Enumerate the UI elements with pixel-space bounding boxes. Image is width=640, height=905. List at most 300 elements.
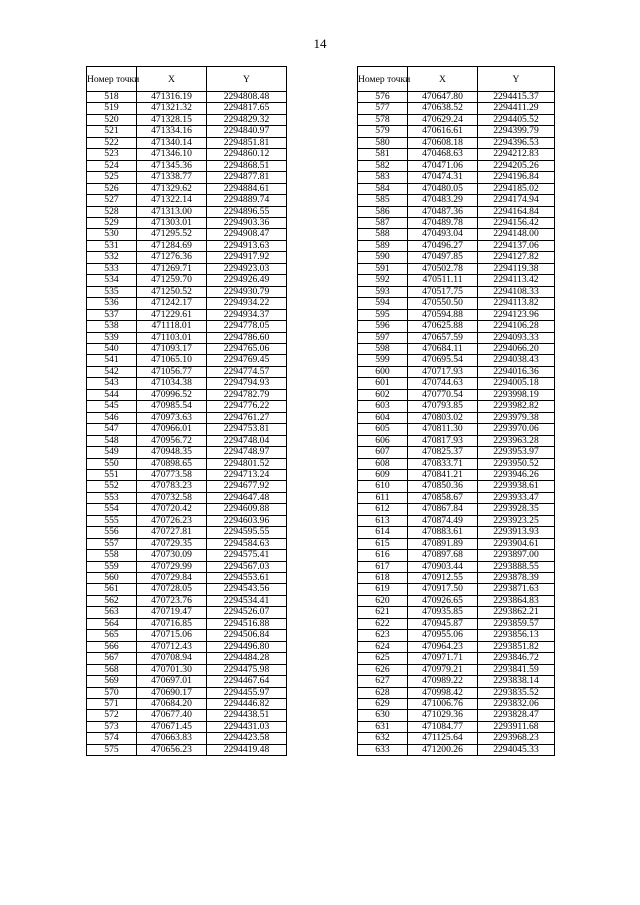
y-header: Y	[478, 67, 555, 92]
table-row	[87, 343, 287, 354]
table-row	[87, 664, 287, 675]
point-number-cell: 609	[358, 469, 408, 480]
y-cell: 2293888.55	[478, 561, 555, 572]
table-row	[87, 469, 287, 480]
table-row	[87, 515, 287, 526]
table-row	[358, 160, 555, 171]
y-cell: 2294584.63	[207, 538, 287, 549]
point-number-cell: 532	[87, 252, 137, 263]
table-row	[358, 149, 555, 160]
point-number-cell: 621	[358, 607, 408, 618]
point-number-cell: 530	[87, 229, 137, 240]
x-cell: 470608.18	[408, 137, 478, 148]
x-cell: 470726.23	[137, 515, 207, 526]
x-cell: 470517.75	[408, 286, 478, 297]
x-cell: 470695.54	[408, 355, 478, 366]
y-cell: 2294609.88	[207, 504, 287, 515]
point-number-cell: 535	[87, 286, 137, 297]
table-row	[358, 378, 555, 389]
table-row	[87, 618, 287, 629]
table-row	[358, 195, 555, 206]
x-cell: 470671.45	[137, 721, 207, 732]
point-number-cell: 557	[87, 538, 137, 549]
point-number-cell: 628	[358, 687, 408, 698]
x-cell: 470793.85	[408, 401, 478, 412]
table-row	[87, 332, 287, 343]
y-cell: 2294603.96	[207, 515, 287, 526]
table-row	[358, 126, 555, 137]
x-cell: 470966.01	[137, 424, 207, 435]
point-number-cell: 590	[358, 252, 408, 263]
x-cell: 470487.36	[408, 206, 478, 217]
y-cell: 2294917.92	[207, 252, 287, 263]
table-row	[87, 172, 287, 183]
point-number-cell: 550	[87, 458, 137, 469]
point-number-cell: 527	[87, 195, 137, 206]
point-number-cell: 625	[358, 653, 408, 664]
y-cell: 2293963.28	[478, 435, 555, 446]
table-row	[87, 378, 287, 389]
y-cell: 2294174.94	[478, 195, 555, 206]
table-row	[358, 584, 555, 595]
y-cell: 2294185.02	[478, 183, 555, 194]
point-number-cell: 570	[87, 687, 137, 698]
table-row	[358, 321, 555, 332]
point-number-cell: 559	[87, 561, 137, 572]
table-row	[358, 458, 555, 469]
table-row	[358, 573, 555, 584]
table-row	[358, 103, 555, 114]
x-cell: 471284.69	[137, 240, 207, 251]
x-cell: 470480.05	[408, 183, 478, 194]
table-row	[87, 699, 287, 710]
x-cell: 470720.42	[137, 504, 207, 515]
y-cell: 2293856.13	[478, 630, 555, 641]
y-cell: 2294123.96	[478, 309, 555, 320]
y-cell: 2294769.45	[207, 355, 287, 366]
point-number-cell: 582	[358, 160, 408, 171]
table-row	[358, 412, 555, 423]
table-row	[358, 332, 555, 343]
table-row	[358, 641, 555, 652]
point-number-cell: 602	[358, 389, 408, 400]
y-cell: 2293846.72	[478, 653, 555, 664]
y-cell: 2294446.82	[207, 699, 287, 710]
point-number-cell: 610	[358, 481, 408, 492]
point-number-cell: 608	[358, 458, 408, 469]
point-number-cell: 593	[358, 286, 408, 297]
x-cell: 470712.43	[137, 641, 207, 652]
x-cell: 470971.71	[408, 653, 478, 664]
table-row	[358, 618, 555, 629]
y-cell: 2294212.83	[478, 149, 555, 160]
point-number-header: Номер точки	[87, 67, 137, 92]
x-cell: 471316.19	[137, 92, 207, 103]
x-cell: 470773.58	[137, 469, 207, 480]
x-cell: 470744.63	[408, 378, 478, 389]
point-number-cell: 565	[87, 630, 137, 641]
point-number-cell: 601	[358, 378, 408, 389]
y-cell: 2294093.33	[478, 332, 555, 343]
x-cell: 471006.76	[408, 699, 478, 710]
x-cell: 470471.06	[408, 160, 478, 171]
point-number-cell: 553	[87, 492, 137, 503]
point-number-cell: 598	[358, 343, 408, 354]
point-number-cell: 592	[358, 275, 408, 286]
table-row	[358, 561, 555, 572]
table-row	[87, 263, 287, 274]
x-cell: 470935.85	[408, 607, 478, 618]
table-row	[358, 172, 555, 183]
x-cell: 471329.62	[137, 183, 207, 194]
x-cell: 470550.50	[408, 298, 478, 309]
x-cell: 470926.65	[408, 595, 478, 606]
x-cell: 470912.55	[408, 573, 478, 584]
y-cell: 2294761.27	[207, 412, 287, 423]
x-cell: 470956.72	[137, 435, 207, 446]
point-number-cell: 525	[87, 172, 137, 183]
table-row	[87, 92, 287, 103]
point-number-cell: 547	[87, 424, 137, 435]
x-cell: 470727.81	[137, 527, 207, 538]
y-cell: 2294205.26	[478, 160, 555, 171]
point-number-cell: 630	[358, 710, 408, 721]
table-row	[358, 401, 555, 412]
y-cell: 2294475.98	[207, 664, 287, 675]
y-cell: 2294817.65	[207, 103, 287, 114]
x-cell: 470833.71	[408, 458, 478, 469]
table-row	[358, 240, 555, 251]
table-row	[358, 275, 555, 286]
table-row	[87, 607, 287, 618]
x-cell: 471321.32	[137, 103, 207, 114]
y-cell: 2294903.36	[207, 217, 287, 228]
table-row	[358, 298, 555, 309]
table-row	[87, 550, 287, 561]
y-cell: 2294884.61	[207, 183, 287, 194]
point-number-cell: 518	[87, 92, 137, 103]
point-number-cell: 524	[87, 160, 137, 171]
table-row	[87, 355, 287, 366]
y-cell: 2293933.47	[478, 492, 555, 503]
table-row	[87, 252, 287, 263]
point-number-cell: 620	[358, 595, 408, 606]
x-cell: 470723.76	[137, 595, 207, 606]
point-number-cell: 596	[358, 321, 408, 332]
table-row	[87, 286, 287, 297]
x-cell: 470730.09	[137, 550, 207, 561]
point-number-cell: 526	[87, 183, 137, 194]
x-cell: 470511.11	[408, 275, 478, 286]
x-cell: 471242.17	[137, 298, 207, 309]
point-number-cell: 528	[87, 206, 137, 217]
y-cell: 2294516.88	[207, 618, 287, 629]
x-cell: 470697.01	[137, 676, 207, 687]
x-cell: 470717.93	[408, 366, 478, 377]
point-number-cell: 587	[358, 217, 408, 228]
y-cell: 2294113.82	[478, 298, 555, 309]
x-cell: 470811.30	[408, 424, 478, 435]
table-row	[87, 137, 287, 148]
table-row	[87, 424, 287, 435]
table-row	[358, 229, 555, 240]
x-cell: 470858.67	[408, 492, 478, 503]
x-cell: 470468.63	[408, 149, 478, 160]
point-number-cell: 531	[87, 240, 137, 251]
y-cell: 2293982.82	[478, 401, 555, 412]
y-cell: 2294496.80	[207, 641, 287, 652]
x-cell: 471269.71	[137, 263, 207, 274]
point-number-cell: 540	[87, 343, 137, 354]
x-cell: 471303.01	[137, 217, 207, 228]
x-cell: 470715.06	[137, 630, 207, 641]
table-row	[358, 595, 555, 606]
point-number-cell: 578	[358, 114, 408, 125]
table-row	[358, 744, 555, 755]
x-cell: 470677.40	[137, 710, 207, 721]
point-number-cell: 538	[87, 321, 137, 332]
y-cell: 2294455.97	[207, 687, 287, 698]
x-cell: 470656.23	[137, 744, 207, 755]
table-row	[87, 160, 287, 171]
table-row	[358, 515, 555, 526]
point-number-cell: 615	[358, 538, 408, 549]
table-row	[358, 435, 555, 446]
point-number-cell: 622	[358, 618, 408, 629]
x-cell: 470647.80	[408, 92, 478, 103]
x-cell: 471313.00	[137, 206, 207, 217]
table-row	[87, 183, 287, 194]
x-cell: 470594.88	[408, 309, 478, 320]
point-number-cell: 537	[87, 309, 137, 320]
y-cell: 2294868.51	[207, 160, 287, 171]
table-row	[358, 114, 555, 125]
y-cell: 2294038.43	[478, 355, 555, 366]
point-number-cell: 545	[87, 401, 137, 412]
x-cell: 470973.63	[137, 412, 207, 423]
x-cell: 470629.24	[408, 114, 478, 125]
table-row	[358, 252, 555, 263]
y-cell: 2294396.53	[478, 137, 555, 148]
y-cell: 2294774.57	[207, 366, 287, 377]
point-number-cell: 618	[358, 573, 408, 584]
y-cell: 2293851.82	[478, 641, 555, 652]
point-number-cell: 543	[87, 378, 137, 389]
table-row	[87, 504, 287, 515]
y-cell: 2293864.83	[478, 595, 555, 606]
table-row	[358, 630, 555, 641]
y-cell: 2294877.81	[207, 172, 287, 183]
y-cell: 2294164.84	[478, 206, 555, 217]
point-number-cell: 563	[87, 607, 137, 618]
table-row	[358, 355, 555, 366]
y-cell: 2294889.74	[207, 195, 287, 206]
point-number-cell: 633	[358, 744, 408, 755]
table-row	[358, 687, 555, 698]
y-cell: 2294399.79	[478, 126, 555, 137]
point-number-cell: 562	[87, 595, 137, 606]
y-cell: 2294526.07	[207, 607, 287, 618]
x-cell: 471229.61	[137, 309, 207, 320]
y-cell: 2294419.48	[207, 744, 287, 755]
y-cell: 2294113.42	[478, 275, 555, 286]
x-cell: 471103.01	[137, 332, 207, 343]
y-cell: 2294196.84	[478, 172, 555, 183]
point-number-cell: 594	[358, 298, 408, 309]
point-number-cell: 564	[87, 618, 137, 629]
table-row	[87, 126, 287, 137]
table-row	[87, 492, 287, 503]
table-row	[358, 424, 555, 435]
point-number-cell: 533	[87, 263, 137, 274]
table-row	[87, 435, 287, 446]
point-number-cell: 597	[358, 332, 408, 343]
point-number-cell: 554	[87, 504, 137, 515]
table-row	[87, 458, 287, 469]
point-number-cell: 551	[87, 469, 137, 480]
point-number-cell: 624	[358, 641, 408, 652]
point-number-cell: 529	[87, 217, 137, 228]
table-row	[358, 447, 555, 458]
point-number-cell: 534	[87, 275, 137, 286]
x-cell: 470729.99	[137, 561, 207, 572]
y-cell: 2293953.97	[478, 447, 555, 458]
coordinates-table-right	[357, 66, 555, 756]
x-cell: 471334.16	[137, 126, 207, 137]
table-row	[358, 217, 555, 228]
x-cell: 470625.88	[408, 321, 478, 332]
table-row	[87, 527, 287, 538]
table-row	[87, 389, 287, 400]
table-row	[358, 699, 555, 710]
x-cell: 471034.38	[137, 378, 207, 389]
point-number-cell: 574	[87, 733, 137, 744]
point-number-cell: 556	[87, 527, 137, 538]
x-cell: 470708.94	[137, 653, 207, 664]
x-cell: 470770.54	[408, 389, 478, 400]
table-row	[358, 607, 555, 618]
point-number-header: Номер точки	[358, 67, 408, 92]
point-number-cell: 542	[87, 366, 137, 377]
table-row	[358, 137, 555, 148]
y-cell: 2294467.64	[207, 676, 287, 687]
x-cell: 470489.78	[408, 217, 478, 228]
y-cell: 2294647.48	[207, 492, 287, 503]
x-cell: 470996.52	[137, 389, 207, 400]
y-cell: 2293913.93	[478, 527, 555, 538]
y-cell: 2294713.24	[207, 469, 287, 480]
y-cell: 2294930.79	[207, 286, 287, 297]
y-cell: 2294411.29	[478, 103, 555, 114]
x-cell: 470657.59	[408, 332, 478, 343]
x-cell: 471250.52	[137, 286, 207, 297]
table-row	[87, 229, 287, 240]
point-number-cell: 522	[87, 137, 137, 148]
y-cell: 2293904.61	[478, 538, 555, 549]
table-row	[87, 630, 287, 641]
table-row	[87, 710, 287, 721]
y-cell: 2294127.82	[478, 252, 555, 263]
x-cell: 470483.29	[408, 195, 478, 206]
y-cell: 2294748.04	[207, 435, 287, 446]
x-cell: 471200.26	[408, 744, 478, 755]
x-cell: 471338.77	[137, 172, 207, 183]
point-number-cell: 552	[87, 481, 137, 492]
y-cell: 2294840.97	[207, 126, 287, 137]
coordinates-table-left	[86, 66, 287, 756]
x-cell: 470732.58	[137, 492, 207, 503]
point-number-cell: 619	[358, 584, 408, 595]
point-number-cell: 558	[87, 550, 137, 561]
y-cell: 2294808.48	[207, 92, 287, 103]
table-row	[87, 412, 287, 423]
table-row	[358, 469, 555, 480]
table-row	[87, 103, 287, 114]
table-row	[358, 721, 555, 732]
y-cell: 2294778.05	[207, 321, 287, 332]
point-number-cell: 561	[87, 584, 137, 595]
point-number-cell: 539	[87, 332, 137, 343]
point-number-cell: 614	[358, 527, 408, 538]
x-cell: 470998.42	[408, 687, 478, 698]
point-number-cell: 555	[87, 515, 137, 526]
x-cell: 470616.61	[408, 126, 478, 137]
point-number-cell: 560	[87, 573, 137, 584]
x-cell: 471084.77	[408, 721, 478, 732]
table-row	[87, 721, 287, 732]
y-cell: 2294438.51	[207, 710, 287, 721]
table-row	[87, 676, 287, 687]
y-cell: 2293950.52	[478, 458, 555, 469]
x-cell: 470729.35	[137, 538, 207, 549]
x-cell: 471118.01	[137, 321, 207, 332]
page-number: 14	[313, 36, 327, 51]
table-header-row	[87, 67, 287, 92]
x-cell: 470493.04	[408, 229, 478, 240]
point-number-cell: 573	[87, 721, 137, 732]
x-cell: 470684.11	[408, 343, 478, 354]
y-cell: 2294908.47	[207, 229, 287, 240]
point-number-cell: 546	[87, 412, 137, 423]
point-number-cell: 583	[358, 172, 408, 183]
y-cell: 2293859.57	[478, 618, 555, 629]
x-cell: 470701.30	[137, 664, 207, 675]
x-header: X	[408, 67, 478, 92]
point-number-cell: 607	[358, 447, 408, 458]
table-row	[87, 366, 287, 377]
table-row	[87, 584, 287, 595]
table-row	[358, 286, 555, 297]
table-row	[358, 343, 555, 354]
x-cell: 470729.84	[137, 573, 207, 584]
y-cell: 2293871.63	[478, 584, 555, 595]
x-cell: 470948.35	[137, 447, 207, 458]
y-cell: 2294926.49	[207, 275, 287, 286]
y-cell: 2294543.56	[207, 584, 287, 595]
x-cell: 470638.52	[408, 103, 478, 114]
x-cell: 470496.27	[408, 240, 478, 251]
y-cell: 2294782.79	[207, 389, 287, 400]
y-cell: 2294851.81	[207, 137, 287, 148]
point-number-cell: 627	[358, 676, 408, 687]
point-number-cell: 586	[358, 206, 408, 217]
point-number-cell: 600	[358, 366, 408, 377]
table-row	[87, 401, 287, 412]
point-number-cell: 616	[358, 550, 408, 561]
y-cell: 2294934.22	[207, 298, 287, 309]
y-cell: 2294553.61	[207, 573, 287, 584]
point-number-cell: 591	[358, 263, 408, 274]
